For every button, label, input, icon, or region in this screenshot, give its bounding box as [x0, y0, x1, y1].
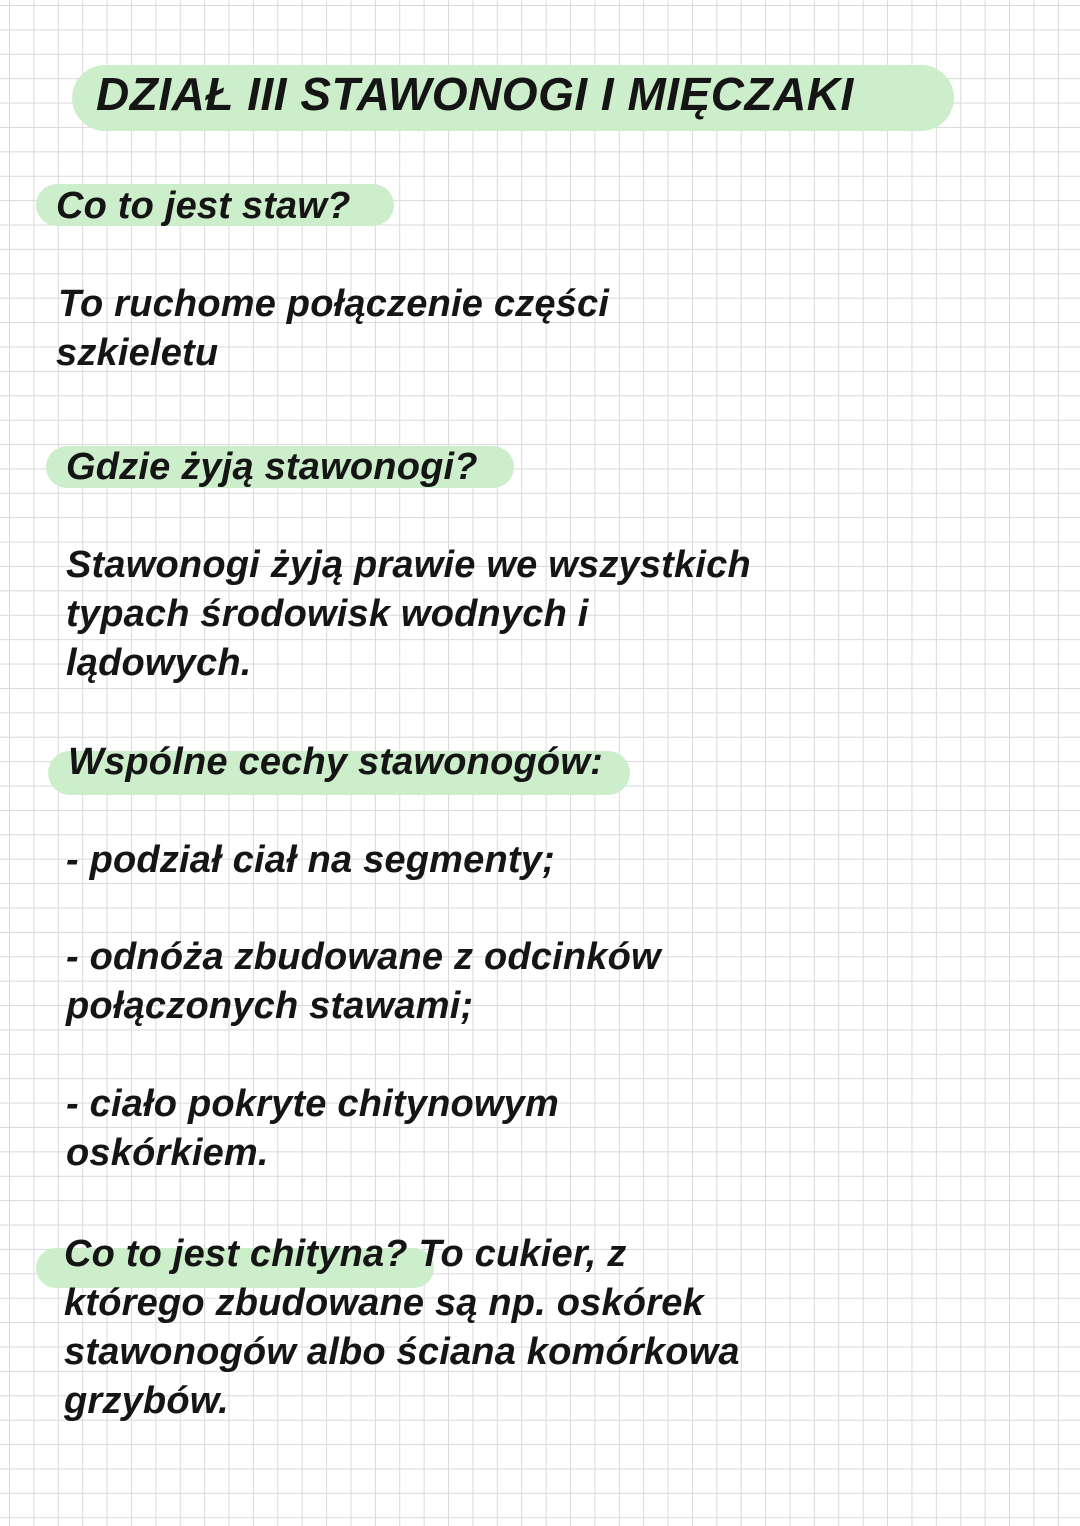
feature-cuticle-line-1: - ciało pokryte chitynowym [66, 1083, 559, 1125]
features-heading: Wspólne cechy stawonogów: [68, 741, 603, 783]
answer-habitat-line-2: typach środowisk wodnych i [66, 593, 589, 635]
answer-staw-line-1: To ruchome połączenie części [58, 283, 610, 325]
feature-legs-line-1: - odnóża zbudowane z odcinków [66, 936, 661, 978]
answer-staw-line-2: szkieletu [56, 332, 219, 374]
chitin-line-3: stawonogów albo ściana komórkowa [64, 1331, 740, 1373]
chitin-line-2: którego zbudowane są np. oskórek [64, 1282, 704, 1324]
chitin-line-1: Co to jest chityna? To cukier, z [64, 1233, 627, 1275]
answer-habitat-line-1: Stawonogi żyją prawie we wszystkich [66, 544, 751, 586]
question-staw: Co to jest staw? [56, 185, 351, 227]
page-title: DZIAŁ III STAWONOGI I MIĘCZAKI [96, 68, 854, 120]
feature-cuticle-line-2: oskórkiem. [66, 1132, 269, 1174]
feature-legs-line-2: połączonych stawami; [66, 985, 474, 1027]
chitin-line-4: grzybów. [64, 1380, 229, 1422]
answer-habitat-line-3: lądowych. [66, 642, 252, 684]
feature-segments: - podział ciał na segmenty; [66, 839, 555, 881]
question-habitat: Gdzie żyją stawonogi? [66, 446, 478, 488]
